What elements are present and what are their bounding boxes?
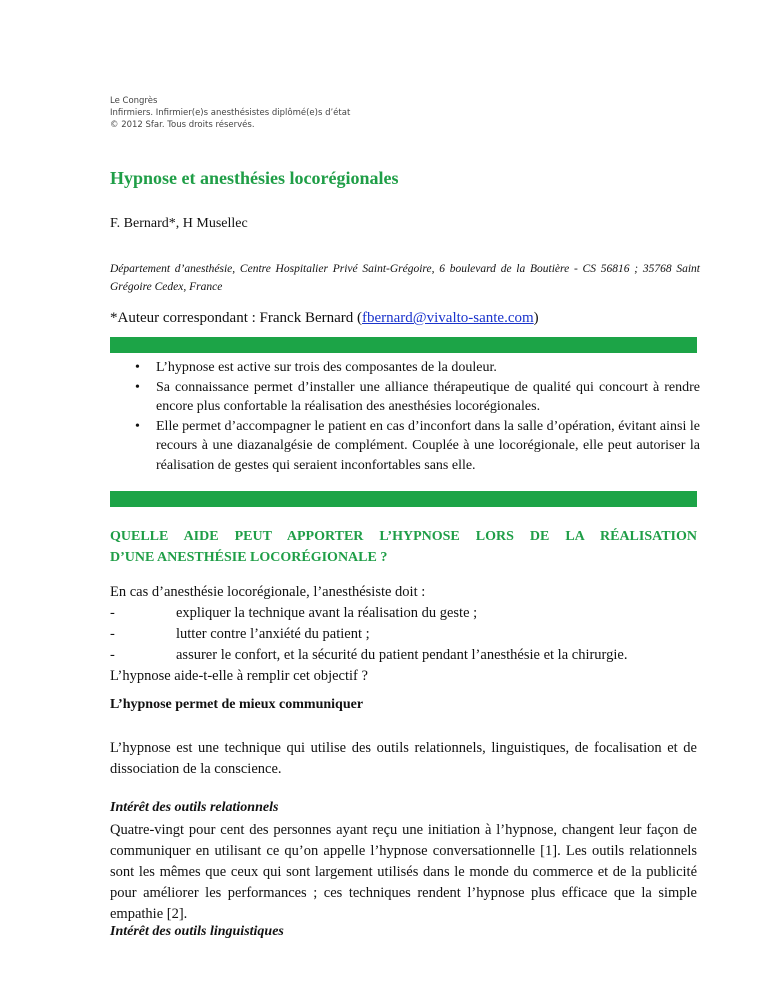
dash-marker: - [110,647,115,663]
summary-item [110,358,700,378]
subsubsection-heading: Intérêt des outils relationnels [110,800,279,815]
subsection-text: L’hypnose est une technique qui utilise des outils relationnels, linguistiques, de focalisation et de dissociation de la conscience. [110,740,697,777]
list-item [110,624,697,645]
summary-band-bottom [110,491,697,507]
dash-marker: - [110,626,115,642]
bullet-icon: • [135,418,140,434]
list-item [110,603,697,624]
section-heading-line-1: QUELLE AIDE PEUT APPORTER L’HYPNOSE LORS DE LA RÉALISATION [110,529,697,544]
list-item-text: expliquer la technique avant la réalisation du geste ; [176,605,478,621]
list-item-text: lutter contre l’anxiété du patient ; [176,626,370,642]
summary-band-top [110,337,697,353]
summary-item [110,378,700,417]
section-question: L’hypnose aide-t-elle à remplir cet objectif ? [110,668,368,684]
correspondence-prefix: *Auteur correspondant : Franck Bernard ( [110,310,362,326]
list-item-text: assurer le confort, et la sécurité du patient pendant l’anesthésie et la chirurgie. [176,647,628,663]
author-email-link[interactable]: fbernard@vivalto-sante.com [362,310,534,326]
subsubsection-heading: Intérêt des outils linguistiques [110,924,284,939]
bullet-icon: • [135,360,140,375]
subsection-heading: L’hypnose permet de mieux communiquer [110,697,364,712]
correspondence [110,310,539,327]
page-header [110,95,350,131]
section-heading [110,526,697,568]
section-heading-line-2: D’UNE ANESTHÉSIE LOCORÉGIONALE ? [110,550,388,565]
affiliation: Département d’anesthésie, Centre Hospitalier Privé Saint-Grégoire, 6 boulevard de la Boutière - CS 56816 ; 35768 Saint Grégoire Cedex, France [110,263,700,293]
summary-text: L’hypnose est active sur trois des composantes de la douleur. [156,360,497,375]
subsubsection-text: Quatre-vingt pour cent des personnes ayant reçu une initiation à l’hypnose, changent leur façon de communiquer en utilisant ce qu’on appelle l’hypnose conversationnelle [1]. Les outils relationnels sont les mêmes que ceux qui sont largement utilisés dans le monde du commerce et de la publicité pour améliorer les performances ; ces techniques rendent l’hypnose plus efficace que la simple empathie [2]. [110,822,697,922]
article-title: Hypnose et anesthésies locorégionales [110,168,399,188]
header-line-1: Le Congrès [110,96,158,106]
summary-item [110,417,700,476]
summary-text: Sa connaissance permet d’installer une alliance thérapeutique de qualité qui concourt à rendre encore plus confortable la réalisation des anesthésies locorégionales. [156,379,700,414]
header-line-3: © 2012 Sfar. Tous droits réservés. [110,120,255,130]
dash-marker: - [110,605,115,621]
section-intro-block [110,582,697,687]
section-intro: En cas d’anesthésie locorégionale, l’anesthésiste doit : [110,584,426,600]
bullet-icon: • [135,379,140,395]
correspondence-suffix: ) [533,310,539,326]
header-line-2: Infirmiers. Infirmier(e)s anesthésistes diplômé(e)s d’état [110,108,351,118]
list-item [110,645,697,666]
summary-text: Elle permet d’accompagner le patient en cas d’inconfort dans la salle d’opération, évitant ainsi le recours à une diazanalgésie de complément. Couplée à une locorégionale, elle peut autoriser la réalisation de gestes qui seraient inconfortables sans elle. [156,418,700,473]
authors: F. Bernard*, H Musellec [110,216,248,231]
summary-list [110,358,700,475]
